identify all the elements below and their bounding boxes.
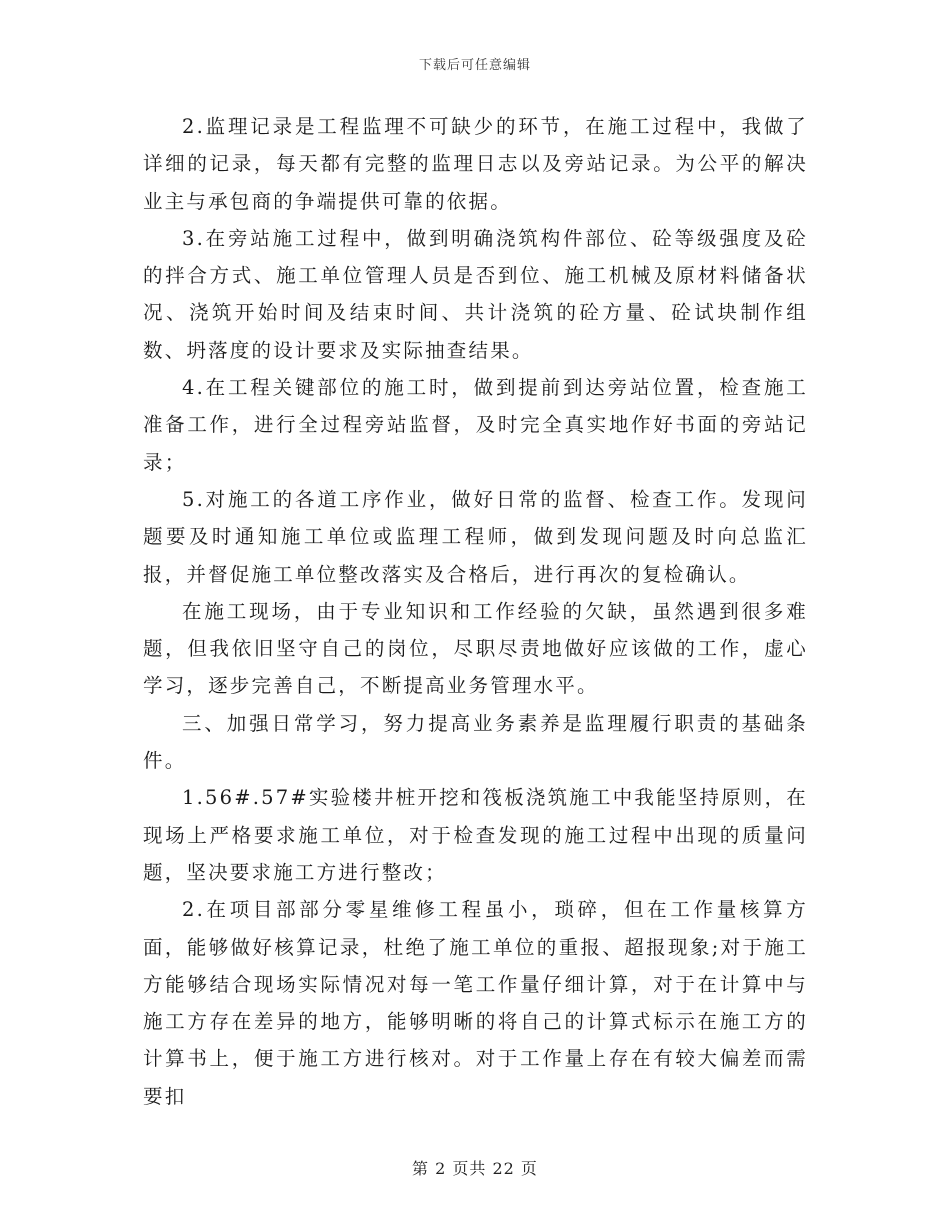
section-heading-daily-study: 三、加强日常学习，努力提高业务素养是监理履行职责的基础条件。 xyxy=(143,711,808,773)
paragraph-pile-excavation: 1.56#.57#实验楼井桩开挖和筏板浇筑施工中我能坚持原则，在现场上严格要求施工单位，对于检查发现的施工过程中出现的质量问题，坚决要求施工方进行整改； xyxy=(143,786,809,884)
paragraph-site-experience: 在施工现场，由于专业知识和工作经验的欠缺，虽然遇到很多难题，但我依旧坚守自己的岗位，尽职尽责地做好应该做的工作，虚心学习，逐步完善自己，不断提高业务管理水平。 xyxy=(143,599,808,698)
paragraph-side-station-process: 3.在旁站施工过程中，做到明确浇筑构件部位、砼等级强度及砼的拌合方式、施工单位管理人员是否到位、施工机械及原材料储备状况、浇筑开始时间及结束时间、共计浇筑的砼方量、砼试块制作组数、坍落度的设计要求及实际抽查结果。 xyxy=(143,226,808,362)
paragraph-daily-supervision: 5.对施工的各道工序作业，做好日常的监督、检查工作。发现问题要及时通知施工单位或监理工程师，做到发现问题及时向总监汇报，并督促施工单位整改落实及合格后，进行再次的复检确认。 xyxy=(143,487,808,586)
paragraph-workload-accounting: 2.在项目部部分零星维修工程虽小，琐碎，但在工作量核算方面，能够做好核算记录，杜绝了施工单位的重报、超报现象;对于施工方能够结合现场实际情况对每一笔工作量仔细计算，对于在计算中与施工方存在差异的地方，能够明晰的将自己的计算式标示在施工方的计算书上，便于施工方进行核对。对于工作量上存在有较大偏差而需要扣 xyxy=(143,898,808,1108)
paragraph-key-parts-construction: 4.在工程关键部位的施工时，做到提前到达旁站位置，检查施工准备工作，进行全过程旁站监督，及时完全真实地作好书面的旁站记录； xyxy=(143,376,808,474)
page-header: 下载后可任意编辑 xyxy=(418,58,531,73)
page-footer: 第 2 页共 22 页 xyxy=(412,1159,538,1178)
paragraph-supervision-records: 2.监理记录是工程监理不可缺少的环节，在施工过程中，我做了详细的记录，每天都有完整的监理日志以及旁站记录。为公平的解决业主与承包商的争端提供可靠的依据。 xyxy=(143,115,808,213)
document-body xyxy=(143,108,808,1115)
